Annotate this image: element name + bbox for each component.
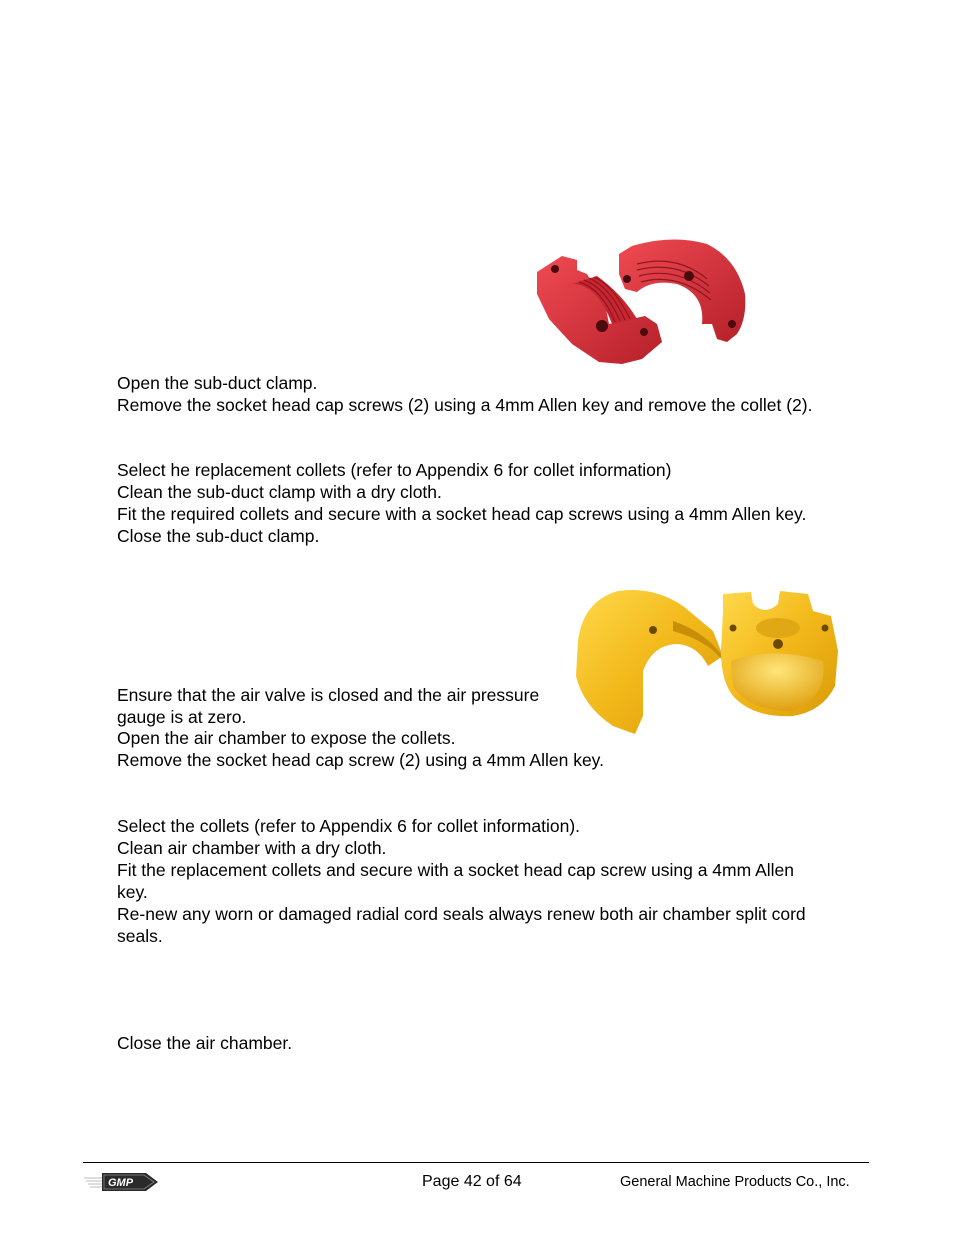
instruction-line: key. <box>117 882 148 902</box>
company-name: General Machine Products Co., Inc. <box>620 1174 850 1190</box>
instruction-line: Select he replacement collets (refer to Appendix 6 for collet information) <box>117 460 672 480</box>
instruction-line: seals. <box>117 926 163 946</box>
instruction-line: Ensure that the air valve is closed and the air pressure <box>117 685 540 705</box>
instruction-line: Fit the required collets and secure with a socket head cap screws using a 4mm Allen key. <box>117 504 807 524</box>
footer-divider <box>83 1162 869 1163</box>
instruction-line: Close the air chamber. <box>117 1033 293 1053</box>
gold-collet-image <box>573 586 841 738</box>
instruction-line: Clean air chamber with a dry cloth. <box>117 838 387 858</box>
instruction-line: gauge is at zero. <box>117 707 247 727</box>
instruction-line: Remove the socket head cap screw (2) using a 4mm Allen key. <box>117 750 604 770</box>
gmp-logo <box>84 1170 160 1194</box>
instruction-line: Select the collets (refer to Appendix 6 for collet information). <box>117 816 581 836</box>
red-collet-image <box>527 224 747 379</box>
instruction-line: Open the sub-duct clamp. <box>117 373 318 393</box>
page-number: Page 42 of 64 <box>422 1173 522 1190</box>
instruction-line: Close the sub-duct clamp. <box>117 526 320 546</box>
svg-text:GMP: GMP <box>108 1177 134 1189</box>
instruction-line: Re-new any worn or damaged radial cord seals always renew both air chamber split cord <box>117 904 806 924</box>
instruction-line: Clean the sub-duct clamp with a dry cloth. <box>117 482 442 502</box>
instruction-line: Fit the replacement collets and secure with a socket head cap screw using a 4mm Allen <box>117 860 795 880</box>
instruction-line: Open the air chamber to expose the collets. <box>117 728 456 748</box>
instruction-line: Remove the socket head cap screws (2) using a 4mm Allen key and remove the collet (2). <box>117 395 813 415</box>
